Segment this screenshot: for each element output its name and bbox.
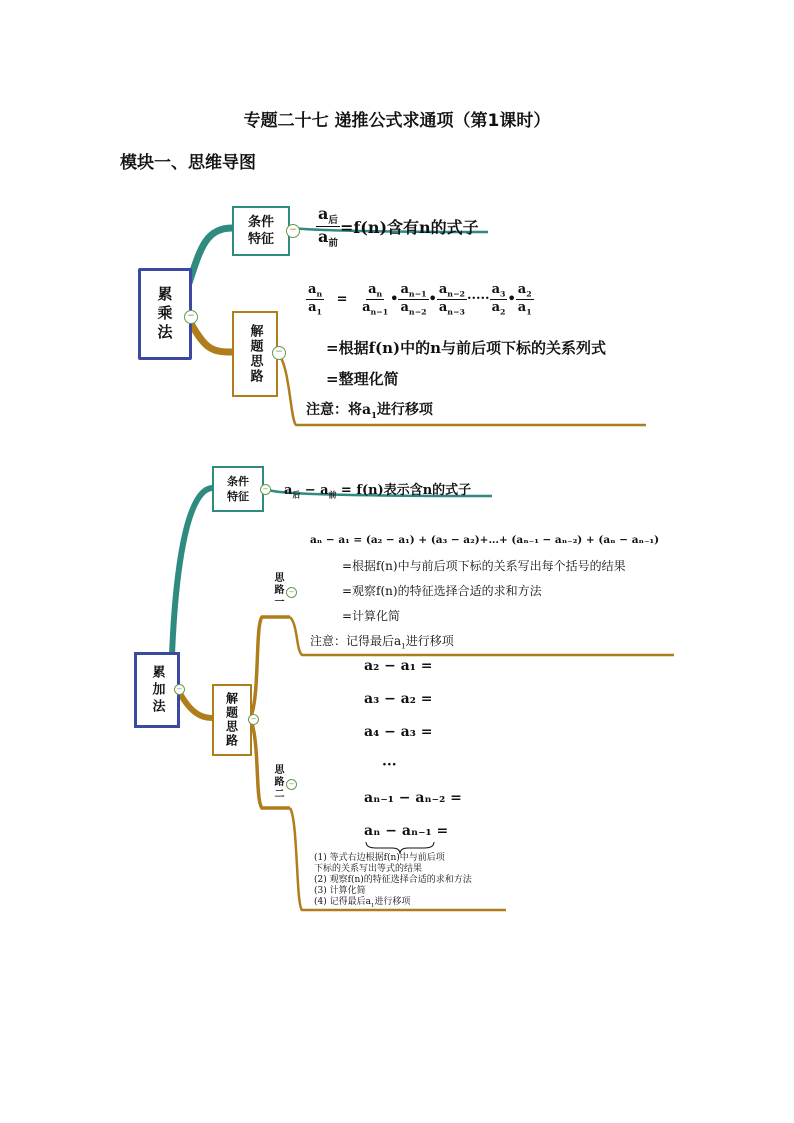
collapse-icon[interactable]: − (272, 346, 286, 360)
path-two-note-4: (4) 记得最后$a_1$进行移项 (314, 897, 411, 909)
product-step-1: =根据f(n)中的n与前后项下标的关系列式 (326, 339, 607, 357)
equation-4: aₙ₋₁ − aₙ₋₂ = (364, 790, 462, 806)
product-note: 注意：将$a_1$进行移项 (306, 402, 433, 420)
collapse-icon[interactable]: − (286, 779, 297, 790)
root-cumulative-sum: 累加法 (134, 652, 180, 728)
collapse-icon[interactable]: − (248, 714, 259, 725)
product-step-2: =整理化简 (326, 370, 399, 388)
path-two-note-1: (1) 等式右边根据f(n)中与前后项 (314, 853, 445, 863)
collapse-icon[interactable]: − (260, 484, 271, 495)
solve-box-2: 解题思路 (212, 684, 252, 756)
product-formula: $\frac{a_n}{a_1}$ = $\frac{a_n}{a_{n-1}}$ • $\frac{a_{n-1}}{a_{n-2}}$ • $\frac{a_{n-2}}{a_{n-3}}$ ····· $\frac{a_3}{a_2}$ • $\frac{a_2}{a_1}$ (308, 282, 532, 317)
root-cumulative-product: 累乘法 (138, 268, 192, 360)
path-two-note-1b: 下标的关系写出等式的结果 (314, 864, 423, 874)
equation-1: a₂ − a₁ = (364, 658, 433, 674)
path-two-note-3: (3) 计算化简 (314, 886, 366, 896)
collapse-icon[interactable]: − (286, 587, 297, 598)
page-title: 专题二十七 递推公式求通项（第1课时） (243, 111, 551, 131)
sum-note: 注意：记得最后$a_1$进行移项 (310, 634, 454, 651)
condition-formula-2: $a_后 - a_前 = f(n)$表示含n的式子 (284, 483, 472, 500)
equation-2: a₃ − a₂ = (364, 691, 433, 707)
path-two-note-2: (2) 观察f(n)的特征选择合适的求和方法 (314, 875, 472, 885)
collapse-icon[interactable]: − (184, 310, 198, 324)
condition-formula-1: $\frac{a_后}{a_前}$ =f(n)含有n的式子 (318, 204, 479, 250)
sum-formula: aₙ − a₁ = (a₂ − a₁) + (a₃ − a₂)+…+ (aₙ₋₁ − aₙ₋₂) + (aₙ − aₙ₋₁) (310, 534, 660, 546)
equation-3: a₄ − a₃ = (364, 724, 433, 740)
equation-5: aₙ − aₙ₋₁ = (364, 823, 449, 839)
sum-step-1: =根据f(n)中与前后项下标的关系写出每个括号的结果 (342, 559, 626, 573)
collapse-icon[interactable]: − (174, 684, 185, 695)
solve-box-1: 解题思路 (232, 311, 278, 397)
path-one-label: 思路一 (272, 572, 283, 608)
condition-box-1: 条件特征 (232, 206, 290, 256)
sum-step-2: =观察f(n)的特征选择合适的求和方法 (342, 584, 542, 598)
sum-step-3: =计算化简 (342, 609, 401, 623)
module-heading: 模块一、思维导图 (120, 153, 256, 173)
collapse-icon[interactable]: − (286, 224, 300, 238)
condition-box-2: 条件特征 (212, 466, 264, 512)
path-two-label: 思路二 (272, 764, 283, 800)
equation-dots: ··· (382, 757, 397, 773)
